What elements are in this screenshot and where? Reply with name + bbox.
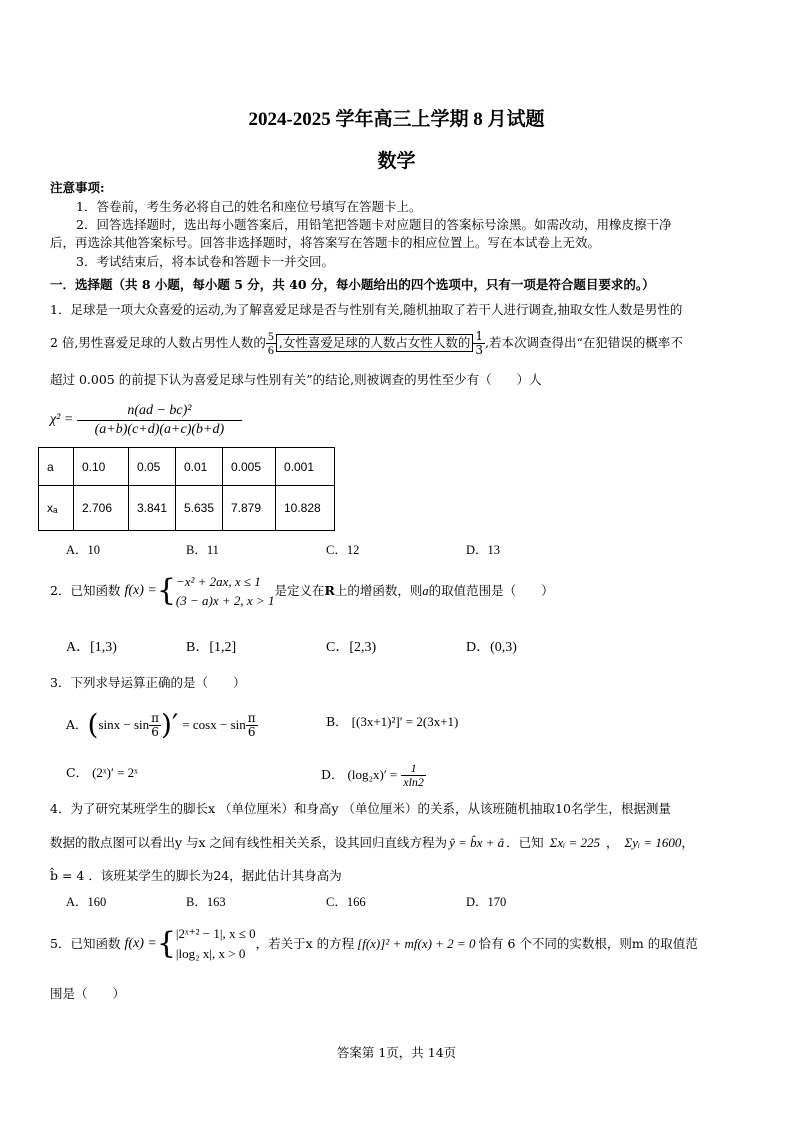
q5-line2: 围是（ ） bbox=[50, 986, 126, 1001]
frac-num: 1 bbox=[475, 328, 484, 343]
q2-cases bbox=[176, 572, 275, 610]
chi-square-formula bbox=[50, 400, 242, 440]
formula-fraction bbox=[77, 402, 241, 439]
q1-text-a: 2 倍,男性喜爱足球的人数占男性人数的 bbox=[50, 335, 266, 350]
q3-option-c bbox=[66, 765, 138, 781]
formula-num: n(ad − bc)² bbox=[77, 402, 241, 421]
brace-icon: { bbox=[156, 573, 176, 608]
q1-option-a: A．10 bbox=[66, 543, 101, 557]
q1-option-c: C．12 bbox=[326, 543, 360, 557]
note-item: 1．答卷前，考生务必将自己的姓名和座位号填写在答题卡上。 bbox=[76, 199, 422, 214]
q4-sum-x: Σxᵢ = 225 bbox=[549, 835, 600, 850]
table-cell: 0.01 bbox=[176, 448, 223, 486]
q5-text-c: 恰有 6 个不同的实数根，则m 的取值范 bbox=[478, 936, 698, 951]
brace-icon: { bbox=[156, 926, 176, 961]
frac-num: 1 bbox=[401, 762, 426, 776]
critical-value-table bbox=[38, 447, 335, 531]
q3-d-expr: (log₂x)′ = bbox=[347, 767, 398, 782]
q1-frac-female bbox=[473, 330, 485, 357]
table-row bbox=[39, 486, 335, 531]
q2-text-a: 2．已知函数 bbox=[50, 583, 121, 598]
section-heading: 一．选择题（共 8 小题，每小题 5 分，共 40 分，每小题给出的四个选项中，只有一项是符合题目要求的。） bbox=[50, 277, 655, 292]
note-item: 3．考试结束后，将本试卷和答题卡一并交回。 bbox=[76, 254, 334, 269]
q3-c-label: C． bbox=[66, 765, 89, 780]
q4-text-a: 数据的散点图可以看出y 与x 之间有线性相关关系，设其回归直线方程为 bbox=[50, 835, 448, 850]
frac-den: 3 bbox=[475, 342, 484, 357]
q1-text-b: ,女性喜爱足球的人数占女性人数的 bbox=[276, 334, 473, 352]
q5-text-a: 5．已知函数 bbox=[50, 936, 121, 951]
table-cell: 5.635 bbox=[176, 486, 223, 531]
q3-option-d bbox=[321, 760, 426, 790]
q1-line3: 超过 0.005 的前提下认为喜爱足球与性别有关”的结论,则被调查的男性至少有（ ）人 bbox=[50, 372, 542, 387]
q3-a-label: A． bbox=[66, 717, 88, 732]
q2-case2: (3 − a)x + 2, x > 1 bbox=[175, 593, 275, 608]
table-cell: 10.828 bbox=[276, 486, 335, 531]
q2-text-c: 上的增函数，则 bbox=[334, 583, 423, 598]
subject-title: 数学 bbox=[377, 150, 416, 172]
q2-R: R bbox=[324, 583, 335, 598]
q3-a-left: sinx − sin bbox=[98, 717, 150, 732]
q5-case2: |log₂ x|, x > 0 bbox=[175, 946, 246, 961]
formula-den: (a+b)(c+d)(a+c)(b+d) bbox=[94, 421, 225, 437]
q5-line bbox=[50, 922, 698, 966]
q1-frac-male bbox=[266, 330, 276, 357]
q4-text-b: ．已知 bbox=[506, 835, 544, 850]
table-row bbox=[39, 448, 335, 486]
q3-c-expr: (2ˣ)′ = 2ˣ bbox=[92, 765, 138, 780]
table-cell: 7.879 bbox=[223, 486, 276, 531]
table-cell: a bbox=[39, 448, 74, 486]
q2-case1: −x² + 2ax, x ≤ 1 bbox=[175, 574, 261, 589]
note-item: 后，再选涂其他答案标号。回答非选择题时，将答案写在答题卡的相应位置上。写在本试卷上无效。 bbox=[50, 235, 601, 250]
frac-num: π bbox=[247, 710, 256, 725]
q4-option-a: A．160 bbox=[66, 895, 107, 909]
q3-a-frac bbox=[149, 712, 161, 739]
q3-option-a bbox=[66, 705, 258, 745]
note-item: 2．回答选择题时，选出每小题答案后，用铅笔把答题卡对应题目的答案标号涂黑。如需改动，用橡皮擦干净 bbox=[76, 217, 672, 232]
frac-den: xln2 bbox=[403, 774, 424, 789]
q2-fx: f(x) = bbox=[124, 583, 157, 598]
q3-b-expr: [(3x+1)²]′ = 2(3x+1) bbox=[351, 714, 459, 729]
q3-d-frac bbox=[401, 762, 426, 789]
q1-text-c: ,若本次调查得出“在犯错误的概率不 bbox=[485, 335, 683, 350]
q2-text-d: 的取值范围是（ ） bbox=[428, 583, 554, 598]
q3-d-label: D． bbox=[321, 767, 344, 782]
q5-text-b: ，若关于x 的方程 bbox=[255, 936, 355, 951]
q5-eq: [f(x)]² + mf(x) + 2 = 0 bbox=[357, 936, 476, 951]
q3-a-right: = cosx − sin bbox=[182, 717, 246, 732]
q3-text: 3．下列求导运算正确的是（ ） bbox=[50, 675, 246, 690]
frac-den: 6 bbox=[267, 342, 274, 357]
q1-option-d: D．13 bbox=[466, 543, 501, 557]
page-title: 2024-2025 学年高三上学期 8 月试题 bbox=[248, 109, 545, 130]
q3-option-b bbox=[326, 714, 458, 730]
q4-line2: 数据的散点图可以看出y 与x 之间有线性相关关系，设其回归直线方程为 ŷ = b̂x + â ．已知 Σxᵢ = 225 ， Σyᵢ = 1600 ， bbox=[50, 835, 694, 850]
frac-num: π bbox=[151, 710, 160, 725]
table-cell: 2.706 bbox=[74, 486, 129, 531]
table-cell: 0.001 bbox=[276, 448, 335, 486]
table-cell: 0.05 bbox=[129, 448, 176, 486]
q1-line2 bbox=[50, 328, 683, 358]
q2-a: a bbox=[422, 584, 429, 598]
q5-fx: f(x) = bbox=[124, 936, 157, 951]
paren-icon: ( bbox=[87, 708, 99, 741]
table-cell: 0.10 bbox=[74, 448, 129, 486]
q5-case1: |2ˣ⁺² − 1|, x ≤ 0 bbox=[175, 926, 256, 941]
q4-regression: ŷ = b̂x + â bbox=[449, 835, 505, 850]
q2-line bbox=[50, 571, 554, 611]
q2-option-c: C．[2,3) bbox=[326, 640, 377, 655]
q1-option-b: B．11 bbox=[186, 543, 219, 557]
table-cell: 3.841 bbox=[129, 486, 176, 531]
q2-text-b: 是定义在 bbox=[274, 583, 325, 598]
q5-cases bbox=[176, 924, 256, 964]
q2-option-d: D．(0,3) bbox=[466, 640, 517, 655]
q4-option-b: B．163 bbox=[186, 895, 226, 909]
q4-option-d: D．170 bbox=[466, 895, 507, 909]
q4-option-c: C．166 bbox=[326, 895, 366, 909]
table-cell: 0.005 bbox=[223, 448, 276, 486]
frac-num: 5 bbox=[267, 328, 274, 343]
q2-option-b: B．[1,2] bbox=[186, 640, 237, 655]
q3-b-label: B． bbox=[326, 714, 348, 729]
q3-a-frac2 bbox=[246, 712, 258, 739]
q4-sum-y: Σyᵢ = 1600 bbox=[624, 835, 682, 850]
formula-lhs: χ² = bbox=[50, 412, 74, 427]
frac-den: 6 bbox=[247, 724, 256, 739]
paren-icon: )′ bbox=[161, 708, 179, 741]
q4-line3: b̂ = 4 ．该班某学生的脚长为24，据此估计其身高为 bbox=[50, 868, 342, 883]
q4-line1: 4．为了研究某班学生的脚长x （单位厘米）和身高y （单位厘米）的关系，从该班随机抽取10名学生，根据测量 bbox=[50, 801, 671, 816]
frac-den: 6 bbox=[151, 724, 159, 739]
notes-heading: 注意事项: bbox=[50, 180, 105, 195]
q2-option-a: A．[1,3) bbox=[66, 640, 117, 655]
table-cell: xₐ bbox=[39, 486, 74, 531]
page-footer: 答案第 1页，共 14页 bbox=[336, 1045, 457, 1060]
q1-line1: 1．足球是一项大众喜爱的运动,为了解喜爱足球是否与性别有关,随机抽取了若干人进行调查,抽取女性人数是男性的 bbox=[50, 302, 683, 317]
